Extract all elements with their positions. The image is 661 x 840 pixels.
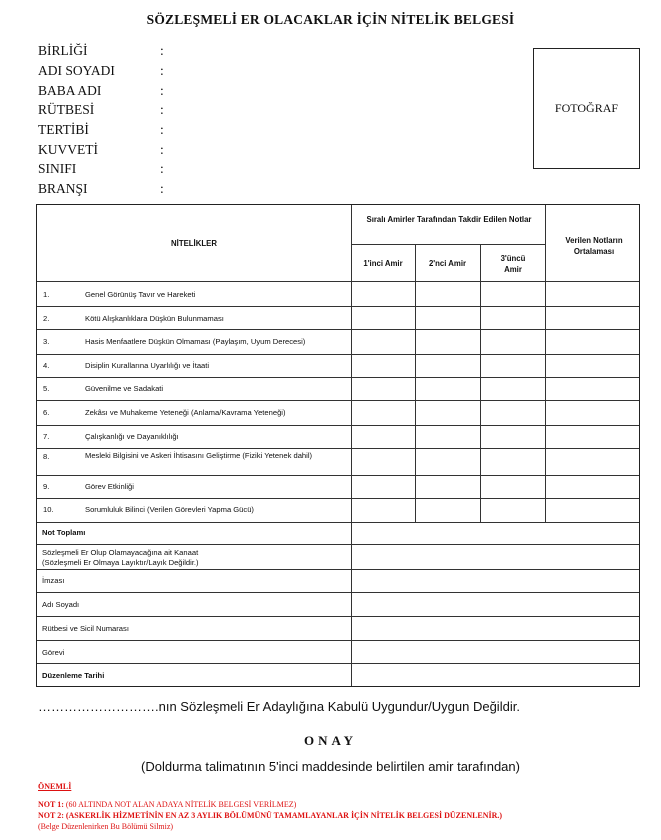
criterion-text-content: Mesleki Bilgisini ve Askeri İhtisasını Geliştirme (Fiziki Yetenek dahil)	[85, 451, 313, 460]
criterion-number: 6.	[43, 408, 50, 417]
criterion-number: 9.	[43, 482, 50, 491]
rutbesi-sicil-label: Rütbesi ve Sicil Numarası	[42, 624, 129, 633]
table-divider	[37, 663, 639, 664]
criterion-text	[85, 451, 347, 461]
header-amir-2: 2'nci Amir	[428, 259, 467, 268]
field-label-kuvveti: KUVVETİ	[38, 142, 98, 157]
table-divider	[37, 448, 639, 449]
table-divider	[37, 522, 639, 523]
onay-heading: ONAY	[303, 733, 358, 748]
criterion-text: Çalışkanlığı ve Dayanıklılığı	[85, 432, 179, 441]
field-label-adi-soyadi: ADI SOYADI	[38, 63, 115, 78]
criterion-number: 10.	[43, 505, 54, 514]
table-divider	[37, 400, 639, 401]
field-label-rutbesi: RÜTBESİ	[38, 102, 95, 117]
kanaat-label: Sözleşmeli Er Olup Olamayacağına ait Kanaat	[42, 548, 199, 557]
note-3: (Belge Düzenlenirken Bu Bölümü Silmiz)	[38, 822, 174, 831]
criterion-text: Hasis Menfaatlere Düşkün Olmaması (Paylaşım, Uyum Derecesi)	[85, 337, 306, 346]
kanaat-sublabel: (Sözleşmeli Er Olmaya Layıktır/Layık Değildir.)	[42, 558, 199, 567]
note-2-text: (ASKERLİK HİZMETİNİN EN AZ 3 AYLIK BÖLÜMÜNÜ TAMAMLAYANLAR İÇİN NİTELİK BELGESİ DÜZENLENİR.)	[65, 811, 503, 820]
table-divider	[37, 569, 639, 570]
header-amir-group: Sıralı Amirler Tarafından Takdir Edilen Notlar	[366, 215, 532, 224]
table-divider	[37, 640, 639, 641]
table-divider	[37, 616, 639, 617]
adi-soyadi-label: Adı Soyadı	[42, 600, 80, 609]
criterion-number: 8.	[43, 452, 50, 461]
criterion-number: 1.	[43, 290, 50, 299]
note-1-text: (60 ALTINDA NOT ALAN ADAYA NİTELİK BELGESİ VERİLMEZ)	[65, 800, 297, 809]
table-divider	[37, 592, 639, 593]
important-heading: ÖNEMLİ	[38, 782, 72, 791]
note-2	[38, 811, 502, 820]
note-1	[38, 800, 296, 809]
table-divider	[37, 544, 639, 545]
criterion-text: Kötü Alışkanlıklara Düşkün Bulunmaması	[85, 314, 224, 323]
header-average: Verilen Notların Ortalaması	[565, 236, 623, 256]
gorevi-label: Görevi	[42, 648, 65, 657]
table-divider	[37, 425, 639, 426]
table-divider	[37, 306, 639, 307]
header-amir-1: 1'inci Amir	[363, 259, 403, 268]
header-amir-3: 3'üncü Amir	[500, 254, 526, 274]
table-divider	[37, 498, 639, 499]
table-divider	[37, 475, 639, 476]
criterion-text: Disiplin Kurallarına Uyarlılığı ve İtaati	[85, 361, 210, 370]
criterion-number: 7.	[43, 432, 50, 441]
table-divider	[351, 522, 352, 686]
criterion-number: 5.	[43, 384, 50, 393]
criterion-text: Güvenilme ve Sadakati	[85, 384, 164, 393]
document-title: SÖZLEŞMELİ ER OLACAKLAR İÇİN NİTELİK BELGESİ	[146, 12, 515, 27]
header-nitelikler: NİTELİKLER	[171, 239, 217, 248]
photo-box	[533, 48, 640, 169]
table-divider	[37, 377, 639, 378]
criterion-text: Sorumluluk Bilinci (Verilen Görevleri Yapma Gücü)	[85, 505, 254, 514]
criterion-text: Zekâsı ve Muhakeme Yeteneği (Anlama/Kavrama Yeteneği)	[85, 408, 286, 417]
table-divider	[415, 244, 416, 522]
table-divider	[37, 281, 639, 282]
approval-instruction: (Doldurma talimatının 5'inci maddesinde belirtilen amir tarafından)	[141, 759, 520, 774]
table-divider	[480, 244, 481, 522]
criterion-number: 2.	[43, 314, 50, 323]
criterion-number: 4.	[43, 361, 50, 370]
criterion-text: Genel Görünüş Tavır ve Hareketi	[85, 290, 196, 299]
note-2-label: NOT 2:	[38, 811, 64, 820]
table-divider	[37, 329, 639, 330]
field-colon: :	[160, 83, 164, 98]
not-toplami-label: Not Toplamı	[42, 528, 86, 537]
field-label-baba-adi: BABA ADI	[38, 83, 102, 98]
field-colon: :	[160, 63, 164, 78]
field-colon: :	[160, 43, 164, 58]
field-colon: :	[160, 102, 164, 117]
qualification-table	[36, 204, 640, 687]
field-colon: :	[160, 161, 164, 176]
field-colon: :	[160, 181, 164, 196]
table-divider	[37, 354, 639, 355]
field-colon: :	[160, 142, 164, 157]
field-label-sinifi: SINIFI	[38, 161, 77, 176]
field-label-bransi: BRANŞI	[38, 181, 88, 196]
duzenleme-tarihi-label: Düzenleme Tarihi	[42, 671, 105, 680]
field-colon: :	[160, 122, 164, 137]
criterion-text: Görev Etkinliği	[85, 482, 134, 491]
table-divider	[351, 244, 545, 245]
criterion-number: 3.	[43, 337, 50, 346]
photo-label: FOTOĞRAF	[554, 101, 619, 115]
imzasi-label: İmzası	[42, 576, 65, 585]
field-label-birligi: BİRLİĞİ	[38, 43, 88, 58]
acceptance-line: ……………………….nın Sözleşmeli Er Adaylığına Kabulü Uygundur/Uygun Değildir.	[38, 699, 520, 714]
note-1-label: NOT 1:	[38, 800, 64, 809]
field-label-tertibi: TERTİBİ	[38, 122, 89, 137]
